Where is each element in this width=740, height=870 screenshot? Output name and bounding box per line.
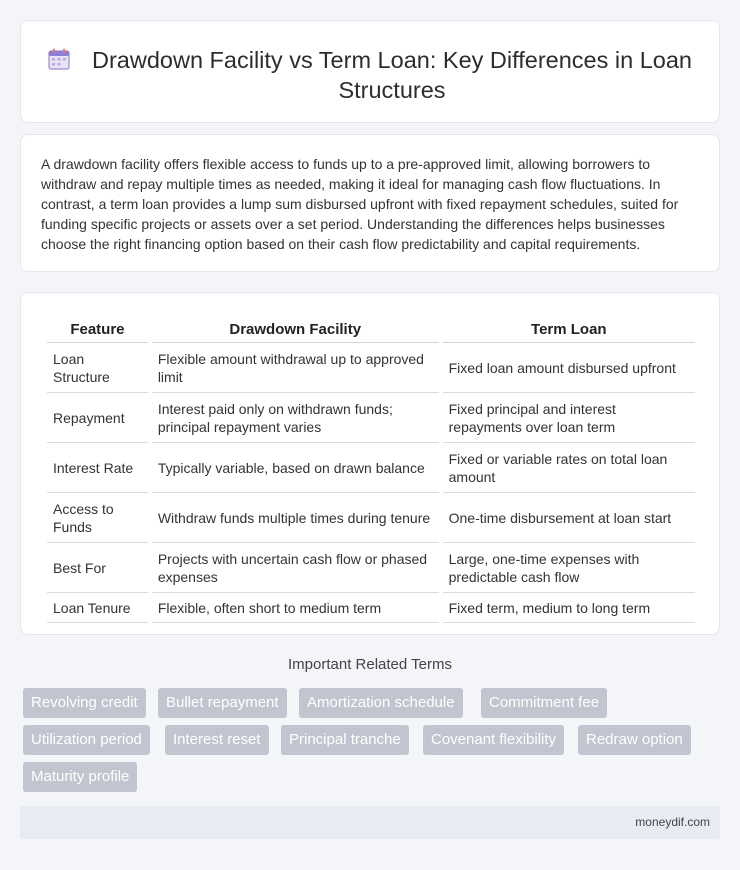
term-loan-cell: One-time disbursement at loan start <box>443 493 695 543</box>
drawdown-cell: Flexible, often short to medium term <box>152 593 439 623</box>
page-title: Drawdown Facility vs Term Loan: Key Differences in Loan Structures <box>92 47 692 103</box>
table-header-row <box>47 313 695 343</box>
feature-cell: Repayment <box>47 393 148 443</box>
term-tag-revolving-credit[interactable]: Revolving credit <box>23 688 146 718</box>
table-row <box>47 543 695 593</box>
term-tag-amortization-schedule[interactable]: Amortization schedule <box>299 688 463 718</box>
title-card <box>20 20 720 123</box>
feature-cell: Access to Funds <box>47 493 148 543</box>
term-loan-cell: Fixed principal and interest repayments over loan term <box>443 393 695 443</box>
term-tag-commitment-fee[interactable]: Commitment fee <box>481 688 607 718</box>
header-drawdown-facility: Drawdown Facility <box>152 313 439 343</box>
comparison-card <box>20 292 720 635</box>
term-tag-bullet-repayment[interactable]: Bullet repayment <box>158 688 287 718</box>
feature-cell: Interest Rate <box>47 443 148 493</box>
table-row <box>47 443 695 493</box>
calendar-icon <box>47 47 71 71</box>
term-loan-cell: Fixed loan amount disbursed upfront <box>443 343 695 393</box>
term-tag-principal-tranche[interactable]: Principal tranche <box>281 725 409 755</box>
intro-card <box>20 134 720 272</box>
related-terms-title: Important Related Terms <box>288 656 452 673</box>
term-tag-utilization-period[interactable]: Utilization period <box>23 725 150 755</box>
feature-cell: Best For <box>47 543 148 593</box>
drawdown-cell: Interest paid only on withdrawn funds; principal repayment varies <box>152 393 439 443</box>
footer-site-link[interactable]: moneydif.com <box>635 815 710 829</box>
term-loan-cell: Fixed term, medium to long term <box>443 593 695 623</box>
footer <box>20 806 720 839</box>
feature-cell: Loan Tenure <box>47 593 148 623</box>
term-tag-covenant-flexibility[interactable]: Covenant flexibility <box>423 725 564 755</box>
term-tag-interest-reset[interactable]: Interest reset <box>165 725 269 755</box>
feature-cell: Loan Structure <box>47 343 148 393</box>
table-row <box>47 593 695 623</box>
comparison-table <box>43 313 699 623</box>
term-tag-redraw-option[interactable]: Redraw option <box>578 725 691 755</box>
term-loan-cell: Large, one-time expenses with predictable cash flow <box>443 543 695 593</box>
table-row <box>47 393 695 443</box>
intro-paragraph: A drawdown facility offers flexible access to funds up to a pre-approved limit, allowing borrowers to withdraw and repay multiple times as needed, making it ideal for managing cash flow fluctuations. In contrast, a term loan provides a lump sum disbursed upfront with fixed repayment schedules, suited for funding specific projects or assets over a set period. Understanding the differences helps businesses choose the right financing option based on their cash flow predictability and capital requirements. <box>41 156 679 252</box>
term-tag-maturity-profile[interactable]: Maturity profile <box>23 762 137 792</box>
table-row <box>47 343 695 393</box>
drawdown-cell: Projects with uncertain cash flow or phased expenses <box>152 543 439 593</box>
drawdown-cell: Typically variable, based on drawn balance <box>152 443 439 493</box>
term-loan-cell: Fixed or variable rates on total loan amount <box>443 443 695 493</box>
drawdown-cell: Flexible amount withdrawal up to approved limit <box>152 343 439 393</box>
header-term-loan: Term Loan <box>443 313 695 343</box>
header-feature: Feature <box>47 313 148 343</box>
drawdown-cell: Withdraw funds multiple times during tenure <box>152 493 439 543</box>
table-row <box>47 493 695 543</box>
